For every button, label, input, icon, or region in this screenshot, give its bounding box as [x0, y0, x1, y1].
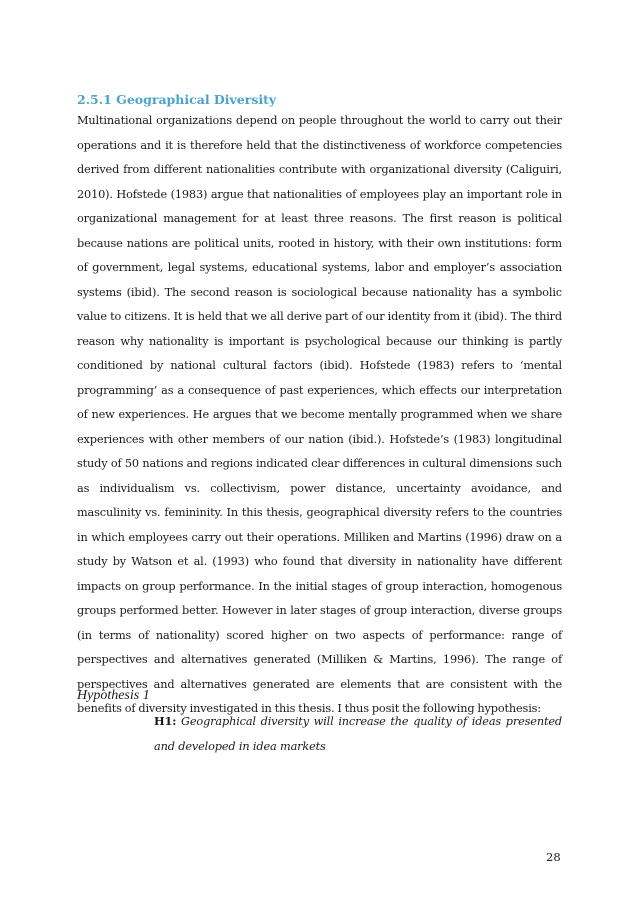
hypothesis-text: Geographical diversity will increase the quality of ideas presented and developed in idea markets — [154, 715, 562, 753]
hypothesis-label: H1: — [154, 714, 177, 728]
section-heading: 2.5.1 Geographical Diversity — [77, 92, 277, 107]
page-number: 28 — [546, 850, 561, 864]
hypothesis-title: Hypothesis 1 — [77, 688, 150, 703]
hypothesis-statement — [154, 709, 562, 759]
section-body-paragraph: Multinational organizations depend on people throughout the world to carry out their operations and it is therefore held that the distinctiveness of workforce competencies derived from different nationalities contribute with organizational diversity (Caliguiri, 2010). Hofstede (1983) argue that nationalities of employees play an important role in organizational management for at least three reasons. The first reason is political because nations are political units, rooted in history, with their own institutions: form of government, legal systems, educational systems, labor and employer’s association systems (ibid). The second reason is sociological because nationality has a symbolic value to citizens. It is held that we all derive part of our identity from it (ibid). The third reason why nationality is important is psychological because our thinking is partly conditioned by national cultural factors (ibid). Hofstede (1983) refers to ‘mental programming’ as a consequence of past experiences, which effects our interpretation of new experiences. He argues that we become mentally programmed when we share experiences with other members of our nation (ibid.). Hofstede’s (1983) longitudinal study of 50 nations and regions indicated clear differences in cultural dimensions such as individualism vs. collectivism, power distance, uncertainty avoidance, and masculinity vs. femininity. In this thesis, geographical diversity refers to the countries in which employees carry out their operations. Milliken and Martins (1996) draw on a study by Watson et al. (1993) who found that diversity in nationality have different impacts on group performance. In the initial stages of group interaction, homogenous groups performed better. However in later stages of group interaction, diverse groups (in terms of nationality) scored higher on two aspects of performance: range of perspectives and alternatives generated (Milliken & Martins, 1996). The range of perspectives and alternatives generated are elements that are consistent with the benefits of diversity investigated in this thesis. I thus posit the following hypothesis: — [77, 114, 562, 715]
